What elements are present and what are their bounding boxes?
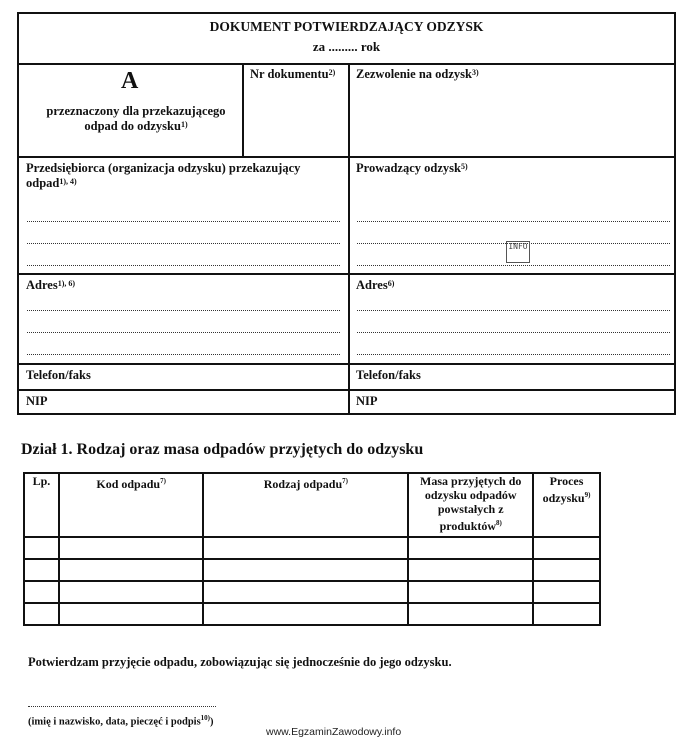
table-cell[interactable] — [59, 537, 203, 559]
document-number-label — [250, 67, 335, 82]
section-title: Dział 1. Rodzaj oraz masa odpadów przyjętych do odzysku — [21, 441, 424, 458]
fill-line[interactable] — [27, 265, 340, 266]
fill-line[interactable] — [27, 354, 340, 355]
table-cell[interactable] — [24, 603, 59, 625]
permit-label — [356, 67, 479, 82]
footnote-ref: 10) — [200, 714, 211, 722]
footnote-ref: 1) — [180, 120, 188, 129]
table-cell[interactable] — [59, 603, 203, 625]
document-title: DOKUMENT POTWIERDZAJĄCY ODZYSK — [209, 19, 484, 34]
permit-text: Zezwolenie na odzysk — [356, 67, 472, 81]
column-header-text: Rodzaj odpadu — [263, 477, 343, 491]
source-watermark: www.EgzaminZawodowy.info — [266, 726, 402, 738]
transferring-entity-line1: Przedsiębiorca (organizacja odzysku) przekazujący — [26, 161, 301, 175]
table-cell[interactable] — [408, 559, 533, 581]
fill-line[interactable] — [27, 310, 340, 311]
divider — [17, 273, 676, 275]
fill-line[interactable] — [357, 332, 670, 333]
address-label-left — [26, 278, 75, 293]
footnote-ref: 3) — [471, 68, 479, 77]
table-row — [24, 559, 600, 581]
fill-line[interactable] — [27, 221, 340, 222]
footnote-ref: 6) — [387, 279, 395, 288]
recovery-operator-label — [356, 161, 468, 176]
divider — [17, 363, 676, 365]
footnote-ref: 1), 4) — [59, 177, 77, 186]
footnote-ref: 7) — [160, 477, 166, 485]
table-cell[interactable] — [203, 537, 408, 559]
table-cell[interactable] — [533, 537, 600, 559]
table-cell[interactable] — [533, 581, 600, 603]
column-header-lp — [24, 473, 59, 537]
column-header-text: Proces odzysku — [542, 474, 585, 505]
table-cell[interactable] — [24, 537, 59, 559]
divider — [348, 63, 350, 415]
table-cell[interactable] — [203, 581, 408, 603]
column-header-type — [203, 473, 408, 537]
phone-fax-label-right: Telefon/faks — [356, 368, 421, 382]
document-number-text: Nr dokumentu — [250, 67, 329, 81]
divider — [17, 63, 676, 65]
confirmation-statement: Potwierdzam przyjęcie odpadu, zobowiązując się jednocześnie do jego odzysku. — [28, 655, 452, 669]
footnote-ref: 5) — [460, 162, 468, 171]
part-description-line1: przeznaczony dla przekazującego — [46, 104, 226, 118]
fill-line[interactable] — [357, 310, 670, 311]
phone-fax-label-left: Telefon/faks — [26, 368, 91, 382]
column-header-mass — [408, 473, 533, 537]
divider — [242, 63, 244, 157]
address-text: Adres — [356, 278, 388, 292]
table-cell[interactable] — [203, 559, 408, 581]
signature-line[interactable] — [28, 706, 216, 707]
table-row — [24, 603, 600, 625]
footnote-ref: 1), 6) — [57, 279, 76, 288]
divider — [17, 389, 676, 391]
signature-label-close: ) — [210, 716, 214, 728]
fill-line[interactable] — [357, 265, 670, 266]
fill-line[interactable] — [357, 221, 670, 222]
footnote-ref: 8) — [496, 519, 502, 527]
column-header-process — [533, 473, 600, 537]
nip-label-right: NIP — [356, 394, 378, 408]
table-cell[interactable] — [203, 603, 408, 625]
table-cell[interactable] — [533, 603, 600, 625]
transferring-entity-line2: odpad — [26, 176, 60, 190]
signature-label-text: (imię i nazwisko, data, pieczęć i podpis — [28, 716, 201, 728]
fill-line[interactable] — [27, 332, 340, 333]
address-text: Adres — [26, 278, 58, 292]
footnote-ref: 2) — [328, 68, 336, 77]
table-row — [24, 581, 600, 603]
waste-table — [23, 472, 601, 626]
recovery-operator-text: Prowadzący odzysk — [356, 161, 461, 175]
part-description-line2: odpad do odzysku — [84, 119, 181, 133]
column-header-text: Lp. — [32, 474, 51, 488]
fill-line[interactable] — [357, 354, 670, 355]
table-cell[interactable] — [24, 581, 59, 603]
table-cell[interactable] — [408, 537, 533, 559]
info-stamp: INFO — [506, 241, 530, 263]
divider — [17, 156, 676, 158]
part-description — [32, 104, 240, 134]
footnote-ref: 9) — [584, 491, 591, 499]
fill-line[interactable] — [27, 243, 340, 244]
table-cell[interactable] — [408, 603, 533, 625]
column-header-text: Masa przyjętych do odzysku odpadów powstałych z produktów — [420, 474, 522, 533]
signature-label — [28, 714, 214, 728]
column-header-code — [59, 473, 203, 537]
table-cell[interactable] — [59, 581, 203, 603]
part-letter: A — [121, 68, 139, 94]
table-cell[interactable] — [408, 581, 533, 603]
address-label-right — [356, 278, 394, 293]
footnote-ref: 7) — [342, 477, 348, 485]
table-cell[interactable] — [533, 559, 600, 581]
document-year: za ......... rok — [312, 39, 381, 54]
table-cell[interactable] — [59, 559, 203, 581]
nip-label-left: NIP — [26, 394, 48, 408]
table-row — [24, 537, 600, 559]
table-cell[interactable] — [24, 559, 59, 581]
transferring-entity-label — [26, 161, 346, 191]
table-header-row — [24, 473, 600, 537]
column-header-text: Kod odpadu — [96, 477, 161, 491]
